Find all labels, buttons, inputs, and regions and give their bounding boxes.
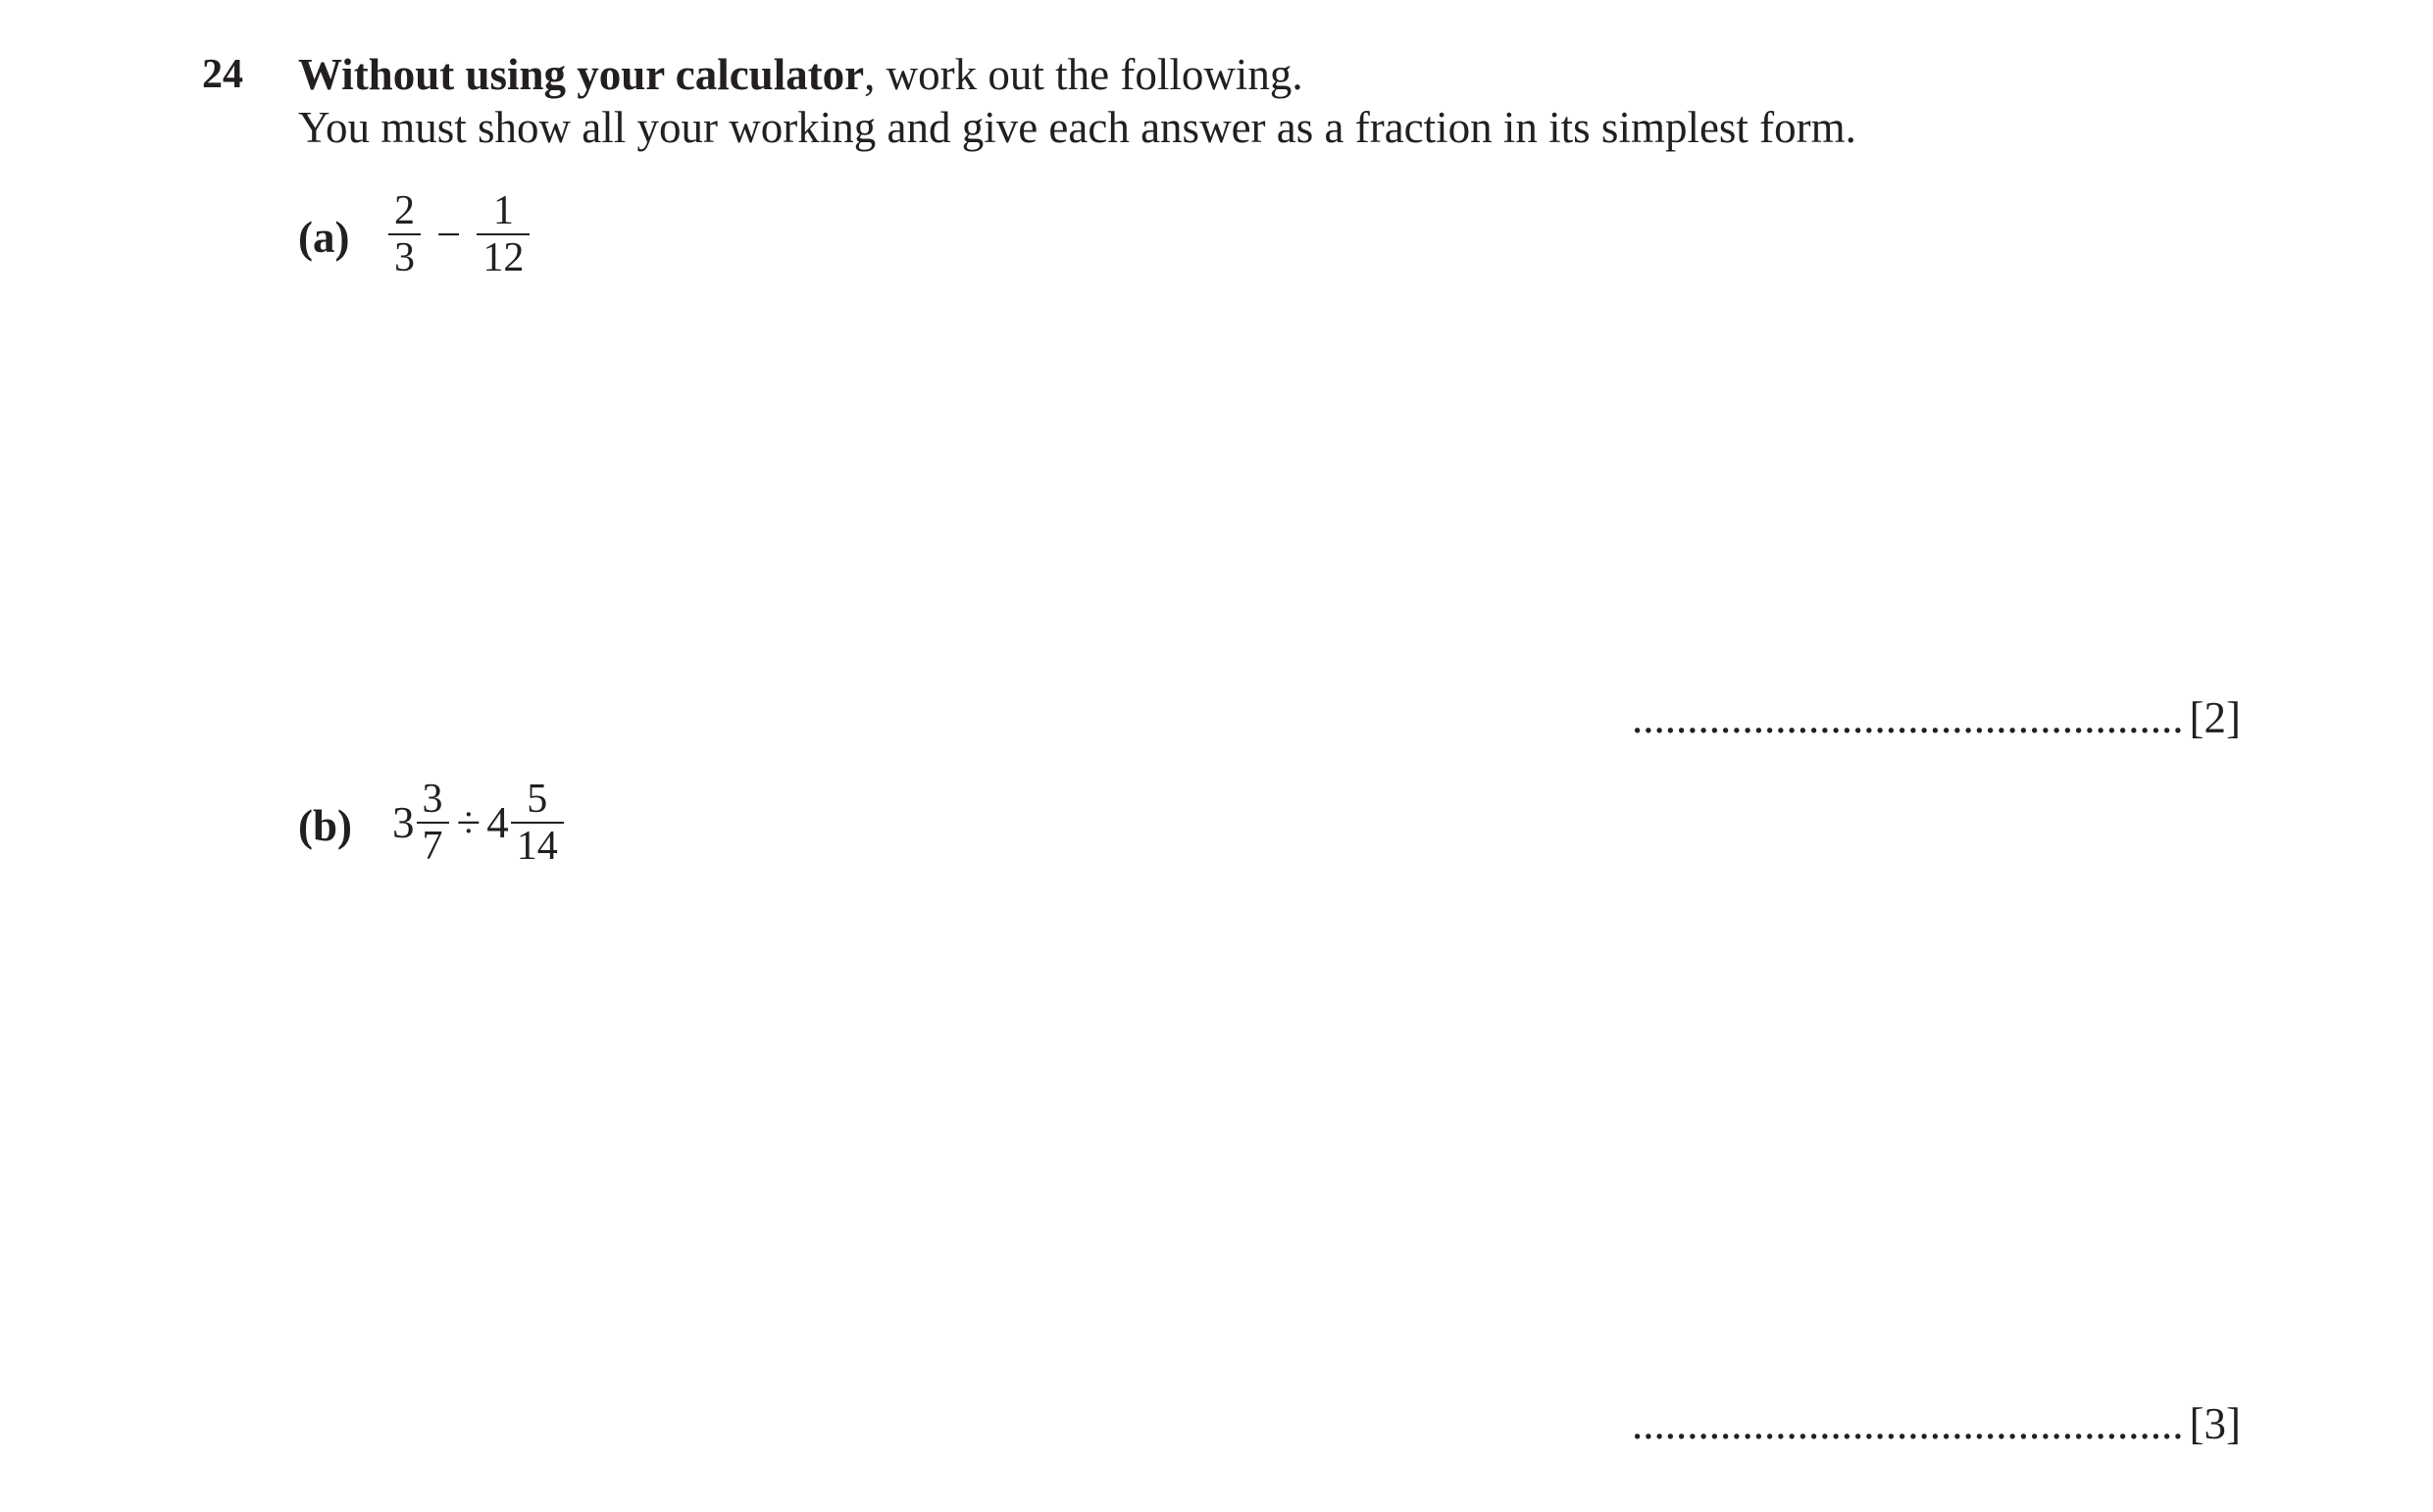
question-number: 24	[202, 52, 243, 97]
part-b-expression	[392, 777, 566, 869]
part-a-label: (a)	[298, 213, 350, 262]
numerator: 3	[422, 777, 443, 822]
fraction	[417, 777, 449, 869]
operator: ÷	[456, 797, 482, 847]
answer-dotted-line[interactable]: ..................................................	[1632, 693, 2184, 742]
marks-label: [2]	[2189, 693, 2241, 742]
numerator: 2	[394, 188, 415, 233]
denominator: 7	[422, 824, 443, 869]
fraction	[477, 188, 530, 280]
question-instruction-line2: You must show all your working and give each answer as a fraction in its simplest form.	[298, 103, 1856, 152]
denominator: 3	[394, 235, 415, 280]
answer-dotted-line[interactable]: ..................................................	[1632, 1399, 2184, 1448]
denominator: 14	[516, 824, 558, 869]
numerator: 1	[492, 188, 514, 233]
question-instruction	[298, 47, 1303, 102]
fraction	[511, 777, 564, 869]
instruction-bold: Without using your calculator	[298, 50, 865, 99]
part-b-answer-line[interactable]	[1632, 1396, 2241, 1451]
marks-label: [3]	[2189, 1399, 2241, 1448]
part-a-expression	[386, 188, 532, 280]
operator: −	[436, 209, 462, 259]
part-b-label: (b)	[298, 801, 352, 850]
denominator: 12	[482, 235, 525, 280]
whole-number: 3	[392, 797, 415, 847]
whole-number: 4	[486, 797, 509, 847]
part-a-answer-line[interactable]	[1632, 690, 2241, 745]
fraction	[388, 188, 421, 280]
numerator: 5	[527, 777, 548, 822]
instruction-rest: , work out the following.	[864, 50, 1303, 99]
